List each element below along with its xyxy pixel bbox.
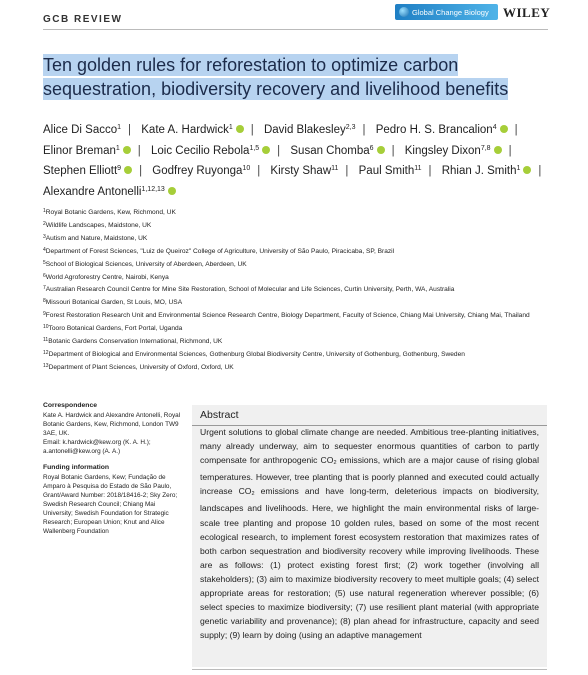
orcid-icon[interactable] (500, 125, 508, 133)
abstract-box (192, 405, 547, 667)
affiliation-marker: 6 (369, 144, 374, 152)
author-separator: | (508, 144, 512, 157)
orcid-icon[interactable] (494, 146, 502, 154)
affiliation-number: 9 (43, 311, 46, 318)
globe-icon (399, 7, 409, 17)
orcid-icon[interactable] (124, 166, 132, 174)
author-separator: | (362, 124, 366, 136)
author-name-text: Alexandre Antonelli (43, 185, 142, 198)
author-name[interactable] (43, 124, 121, 136)
affiliation-marker: 4 (492, 124, 497, 131)
author-separator: | (250, 124, 254, 136)
author-name[interactable] (270, 165, 338, 177)
affiliation-number: 12 (43, 349, 49, 356)
abstract-text-part-2: emissions, which are a major cause of rising global temperatures. However, tree planting that is poorly planned and executed could actually increase CO (200, 455, 539, 497)
affiliation-number: 10 (43, 324, 49, 331)
author-name-text: Pedro H. S. Brancalion (375, 124, 493, 136)
author-name[interactable] (43, 186, 176, 198)
affiliation-text: Wildlife Landscapes, Maidstone, UK (45, 221, 152, 229)
affiliation-text: World Agroforestry Centre, Nairobi, Kenya (45, 273, 169, 281)
affiliation-item (43, 271, 548, 284)
affiliation-text: Autism and Nature, Maidstone, UK (45, 234, 148, 242)
author-name[interactable] (151, 145, 270, 157)
journal-tag: GCB REVIEW (43, 14, 123, 25)
affiliation-number: 5 (43, 259, 46, 266)
affiliation-marker: 11 (331, 165, 339, 172)
author-separator: | (345, 165, 349, 177)
publisher-logo[interactable]: WILEY (503, 5, 551, 20)
correspondence-email-2[interactable]: a.antonelli@kew.org (A. A.) (43, 447, 121, 455)
affiliation-text: Department of Forest Sciences, "Luiz de Queiroz" College of Agriculture, University of São Paulo, Piracicaba, SP, Brazil (45, 247, 395, 255)
affiliation-text: School of Biological Sciences, University of Aberdeen, Aberdeen, UK (45, 260, 247, 268)
abstract-divider (192, 425, 547, 426)
affiliation-text: Forest Restoration Research Unit and Environmental Science Research Centre, Biology Department, Faculty of Science, Chiang Mai University, Chiang Mai, Thailand (45, 312, 530, 320)
author-separator: | (137, 144, 141, 157)
affiliation-marker: 1,12,13 (141, 185, 165, 193)
affiliation-marker: 1,5 (249, 144, 260, 152)
correspondence-heading: Correspondence (43, 402, 98, 409)
author-separator: | (538, 165, 542, 177)
article-title-text: Ten golden rules for reforestation to optimize carbon sequestration, biodiversity recovery and livelihood benefits (43, 55, 509, 99)
author-separator: | (257, 165, 261, 177)
author-name-text: Susan Chomba (290, 144, 370, 157)
affiliation-number: 11 (43, 337, 49, 344)
affiliation-item (43, 361, 548, 374)
affiliation-marker: 1 (117, 124, 122, 131)
author-name-text: Stephen Elliott (43, 165, 118, 177)
affiliation-number: 4 (43, 246, 46, 253)
orcid-icon[interactable] (262, 146, 270, 154)
orcid-icon[interactable] (168, 187, 176, 195)
affiliation-marker: 10 (242, 165, 251, 172)
orcid-icon[interactable] (523, 166, 531, 174)
affiliation-item (43, 258, 548, 271)
affiliation-number: 8 (43, 298, 46, 305)
journal-logo[interactable] (395, 4, 498, 20)
author-name-text: Alice Di Sacco (43, 124, 118, 136)
affiliation-text: Department of Plant Sciences, University of Oxford, Oxford, UK (48, 363, 234, 371)
author-name-text: Kirsty Shaw (270, 165, 332, 177)
affiliation-item (43, 296, 548, 309)
author-name[interactable] (152, 165, 250, 177)
affiliation-item (43, 206, 548, 219)
affiliation-marker: 2,3 (345, 124, 356, 131)
affiliation-list (43, 206, 548, 374)
affiliation-item (43, 219, 548, 232)
orcid-icon[interactable] (236, 125, 244, 133)
affiliation-text: Australian Research Council Centre for Mine Site Restoration, School of Molecular and Life Sciences, Curtin University, Perth, WA, Australia (45, 286, 455, 294)
affiliation-text: Royal Botanic Gardens, Kew, Richmond, UK (45, 209, 176, 216)
author-name-text: Godfrey Ruyonga (152, 165, 243, 177)
author-separator: | (139, 165, 143, 177)
author-list (43, 119, 553, 201)
affiliation-number: 13 (43, 362, 49, 369)
funding-heading: Funding information (43, 464, 110, 472)
author-name-text: Elinor Breman (43, 144, 116, 157)
affiliation-number: 3 (43, 233, 46, 240)
funding-text: Royal Botanic Gardens, Kew; Fundação de Amparo à Pesquisa do Estado de São Paulo, Grant/Award Number: 2018/18416-2; Sky Zero; Swedish Research Council; Chiang Mai University; Swedish Foundation for Strategic Research; European Union; Knut and Alice Wallenberg Foundation (43, 474, 178, 535)
author-name[interactable] (43, 145, 131, 157)
author-separator: | (514, 124, 518, 136)
author-separator: | (428, 165, 432, 177)
journal-logo-text: Global Change Biology (412, 7, 489, 17)
correspondence-email-1[interactable]: Email: k.hardwick@kew.org (K. A. H.); (43, 438, 151, 446)
orcid-icon[interactable] (377, 146, 385, 154)
author-name-text: Rhian J. Smith (441, 165, 517, 177)
header-divider (43, 29, 548, 30)
abstract-text (200, 425, 539, 642)
affiliation-text: Botanic Gardens Conservation International, Richmond, UK (48, 338, 223, 346)
author-name[interactable] (264, 124, 356, 136)
affiliation-number: 2 (43, 220, 46, 227)
author-name-text: David Blakesley (263, 124, 346, 136)
affiliation-item (43, 322, 548, 335)
author-name[interactable] (290, 145, 384, 157)
affiliation-item (43, 283, 548, 296)
correspondence-text: Kate A. Hardwick and Alexandre Antonelli, Royal Botanic Gardens, Kew, Richmond, London TW9 3AE, UK. (43, 411, 181, 437)
co2-subscript: 2 (251, 491, 255, 498)
co2-subscript: 2 (333, 460, 337, 467)
correspondence-block (43, 412, 183, 457)
author-name[interactable] (376, 124, 508, 136)
article-info-column (43, 402, 183, 545)
affiliation-marker: 1 (228, 124, 233, 131)
abstract-heading: Abstract (200, 409, 239, 421)
author-name[interactable] (405, 145, 502, 157)
author-separator: | (391, 144, 395, 157)
affiliation-item (43, 335, 548, 348)
article-title (43, 53, 543, 101)
affiliation-item (43, 348, 548, 361)
author-name-text: Kingsley Dixon (404, 144, 481, 157)
author-name-text: Paul Smith (358, 165, 415, 177)
affiliation-marker: 1 (516, 165, 521, 172)
affiliation-item (43, 309, 548, 322)
orcid-icon[interactable] (123, 146, 131, 154)
affiliation-text: Tooro Botanical Gardens, Fort Portal, Uganda (48, 325, 183, 333)
abstract-text-part-3: emissions and have long-term, deleterious impacts on biodiversity, landscapes and livelihoods. Here, we highlight the main environmental risks of large-scale tree planting and propose 10 golden rules, based on some of the most recent ecological research, to implement forest ecosystem restoration that maximizes rates of both carbon sequestration and biodiversity recovery while improving livelihoods. These are as follows: (1) protect existing forest first; (2) work together (involving all stakeholders); (3) aim to maximize biodiversity recovery to meet multiple goals; (4) select appropriate areas for restoration; (5) use natural regeneration wherever possible; (6) select species to maximize biodiversity; (7) use resilient plant material (with appropriate genetic variability and provenance); (8) plan ahead for infrastructure, capacity and seed supply; (9) learn by doing (using an adaptive management (200, 486, 539, 641)
affiliation-marker: 9 (117, 165, 122, 172)
author-name[interactable] (359, 165, 422, 177)
author-name-text: Kate A. Hardwick (141, 124, 229, 136)
affiliation-number: 6 (43, 272, 46, 279)
affiliation-number: 7 (43, 285, 46, 292)
affiliation-text: Missouri Botanical Garden, St Louis, MO, USA (45, 299, 183, 307)
abstract-text-part-1: Urgent solutions to global climate change are needed. Ambitious tree-planting initiatives, many already underway, aim to sequester enormous quantities of carbon to partly compensate for anthropogenic CO (200, 427, 539, 466)
footer-divider (192, 669, 547, 670)
author-name[interactable] (442, 165, 532, 177)
affiliation-text: Department of Biological and Environmental Sciences, Gothenburg Global Biodiversity Centre, University of Gothenburg, Gothenburg, Sweden (48, 350, 465, 358)
affiliation-marker: 1 (115, 144, 120, 152)
affiliation-item (43, 245, 548, 258)
author-name[interactable] (43, 165, 132, 177)
affiliation-number: 1 (43, 208, 46, 214)
affiliation-item (43, 232, 548, 245)
author-separator: | (277, 144, 281, 157)
affiliation-marker: 11 (414, 165, 422, 172)
author-name[interactable] (141, 124, 243, 136)
author-separator: | (128, 124, 132, 136)
author-name-text: Loic Cecilio Rebola (150, 144, 250, 157)
affiliation-marker: 7,8 (480, 144, 491, 152)
